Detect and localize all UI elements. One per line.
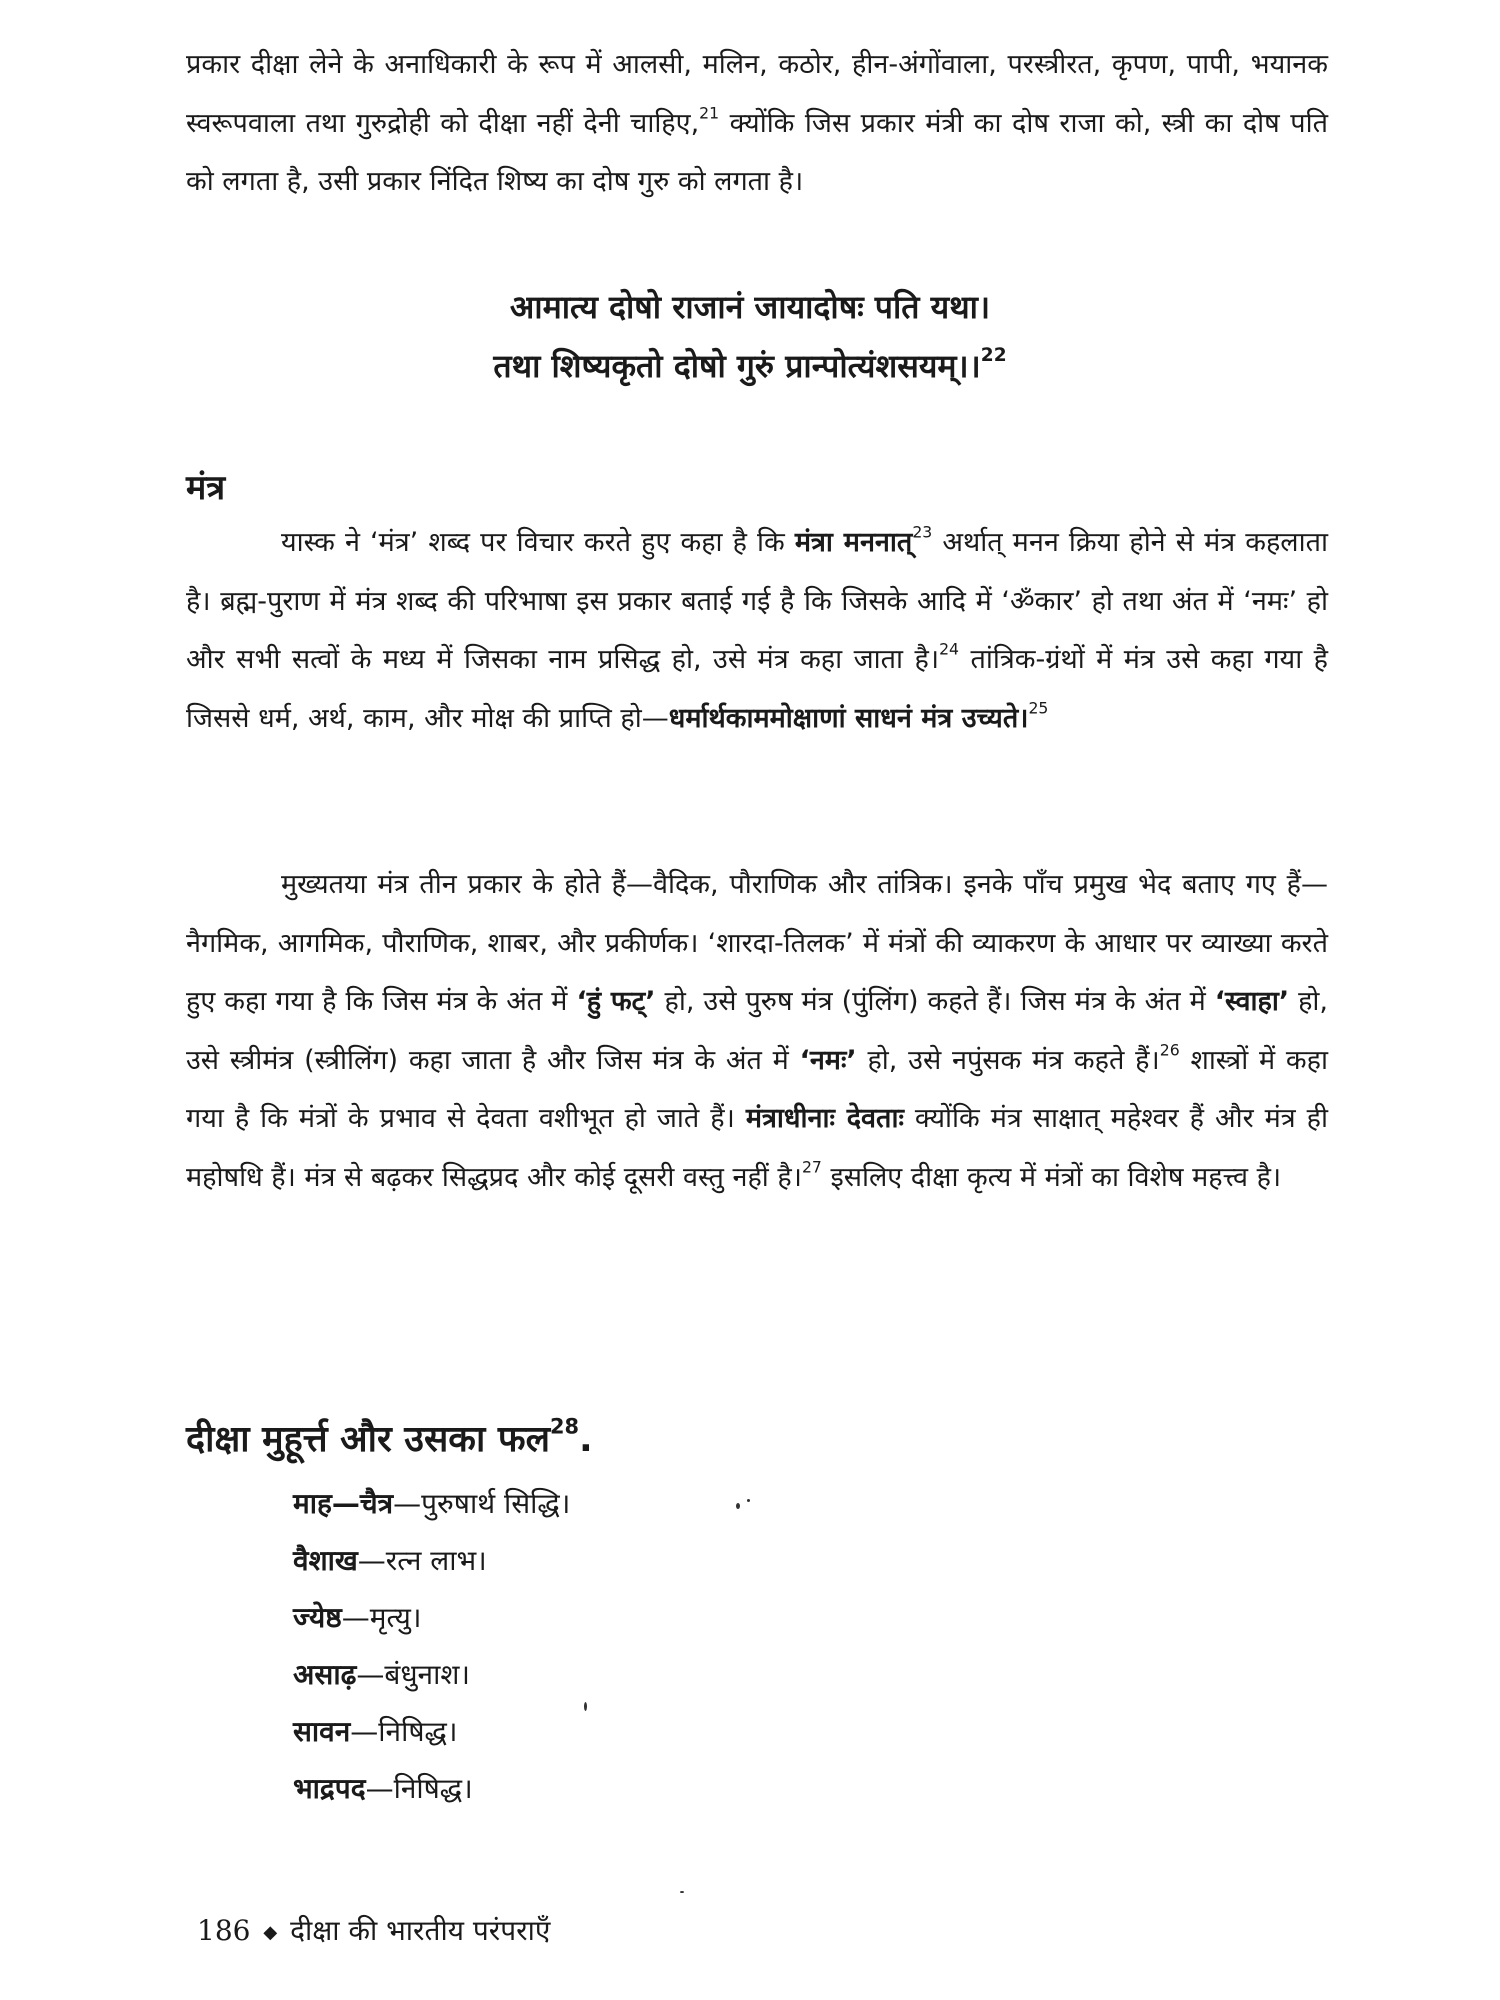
section-heading-muhurt xyxy=(186,1413,593,1462)
heading-punctuation: . xyxy=(579,1419,593,1460)
paragraph-mantra-types xyxy=(186,856,1328,1207)
footnote-ref: 27 xyxy=(801,1157,822,1177)
paragraph-text: क्योंकि जिस प्रकार मंत्री का दोष राजा को, स्त्री का दोष पति को लगता है, उसी प्रकार निंदित शिष्य का दोष गुरु को लगता है। xyxy=(186,107,1328,197)
paragraph-text: हो, उसे नपुंसक मंत्र कहते हैं। xyxy=(856,1044,1160,1076)
paragraph-text: तांत्रिक-ग्रंथों में मंत्र उसे कहा गया है जिससे धर्म, अर्थ, काम, और मोक्ष की प्राप्ति हो— xyxy=(186,644,1329,734)
section-heading-mantra: मंत्र xyxy=(186,468,226,508)
list-item xyxy=(293,1532,570,1589)
list-item xyxy=(293,1703,570,1760)
scan-speck xyxy=(584,1702,587,1711)
book-title: दीक्षा की भारतीय परंपराएँ xyxy=(290,1914,551,1947)
month-name: सावन xyxy=(293,1715,351,1748)
list-item xyxy=(293,1475,570,1532)
month-result: —निषिद्ध। xyxy=(365,1772,473,1805)
scan-speck xyxy=(680,1891,684,1893)
footnote-ref: 22 xyxy=(980,345,1007,367)
month-result-list xyxy=(293,1475,570,1817)
bold-term: ‘स्वाहा’ xyxy=(1214,986,1290,1017)
month-result: —बंधुनाश। xyxy=(356,1658,470,1691)
list-item xyxy=(293,1646,570,1703)
paragraph-text: हो, उसे स्त्रीमंत्र (स्त्रीलिंग) कहा जाता है और जिस मंत्र के अंत में xyxy=(186,986,1329,1076)
month-result: —मृत्यु। xyxy=(341,1601,422,1634)
paragraph-intro xyxy=(186,36,1328,212)
verse-line-1: आमात्य दोषो राजानं जायादोषः पति यथा। xyxy=(509,288,991,326)
paragraph-text: शास्त्रों में कहा गया है कि मंत्रों के प्रभाव से देवता वशीभूत हो जाते हैं। xyxy=(186,1044,1328,1134)
bold-term: धर्मार्थकाममोक्षाणां साधनं मंत्र उच्यते। xyxy=(668,702,1029,734)
paragraph-text: यास्क ने ‘मंत्र’ शब्द पर विचार करते हुए कहा है कि xyxy=(281,527,795,558)
diamond-icon: ◆ xyxy=(263,1922,278,1943)
month-name: भाद्रपद xyxy=(293,1772,366,1805)
paragraph-text: इसलिए दीक्षा कृत्य में मंत्रों का विशेष महत्त्व है। xyxy=(821,1161,1282,1193)
list-prefix: माह— xyxy=(293,1487,360,1520)
bold-term: मंत्राधीनाः देवताः xyxy=(745,1103,904,1134)
paragraph-text: प्रकार दीक्षा लेने के अनाधिकारी के रूप में आलसी, मलिन, कठोर, हीन-अंगोंवाला, परस्त्रीरत, कृपण, पापी, भयानक स्वरूपवाला तथा गुरुद्रोही को दीक्षा नहीं देनी चाहिए, xyxy=(186,49,1329,139)
footnote-ref: 24 xyxy=(939,639,959,659)
month-name: चैत्र xyxy=(359,1487,394,1520)
paragraph-mantra-definition xyxy=(186,514,1328,748)
verse-line-2 xyxy=(0,337,1500,395)
month-name: ज्येष्ठ xyxy=(293,1601,342,1634)
footnote-ref: 25 xyxy=(1028,698,1049,718)
list-item xyxy=(293,1589,570,1646)
footnote-ref: 21 xyxy=(699,103,720,123)
scan-speck xyxy=(747,1499,750,1502)
bold-term: मंत्रा मननात् xyxy=(794,527,913,558)
list-item xyxy=(293,1760,570,1817)
paragraph-text: हो, उसे पुरुष मंत्र (पुंलिंग) कहते हैं। जिस मंत्र के अंत में xyxy=(655,986,1215,1017)
paragraph-text: अर्थात् मनन क्रिया होने से मंत्र कहलाता है। ब्रह्म-पुराण में मंत्र शब्द की परिभाषा इस प्रकार बताई गई है कि जिसके आदि में ‘ॐकार’ हो तथा अंत में ‘नमः’ हो और सभी सत्वों के मध्य में जिसका नाम प्रसिद्ध हो, उसे मंत्र कहा जाता है। xyxy=(186,527,1328,675)
bold-term: ‘हुं फट्’ xyxy=(576,986,656,1017)
footnote-ref: 26 xyxy=(1159,1040,1180,1060)
bold-term: ‘नमः’ xyxy=(799,1044,857,1076)
month-result: —निषिद्ध। xyxy=(350,1715,458,1748)
month-name: वैशाख xyxy=(293,1544,358,1577)
heading-text: दीक्षा मुहूर्त्त और उसका फल xyxy=(186,1419,550,1460)
footnote-ref: 23 xyxy=(912,522,933,542)
page-number: 186 xyxy=(197,1914,251,1947)
verse-text: तथा शिष्यकृतो दोषो गुरुं प्रान्पोत्यंशसयम्।। xyxy=(493,347,981,385)
month-name: असाढ़ xyxy=(293,1658,357,1691)
page-footer xyxy=(197,1911,550,1949)
month-result: —रत्न लाभ। xyxy=(357,1544,487,1577)
month-result: —पुरुषार्थ सिद्धि। xyxy=(393,1487,571,1520)
footnote-ref: 28 xyxy=(549,1414,580,1439)
paragraph-text: क्योंकि मंत्र साक्षात् महेश्वर हैं और मंत्र ही महोषधि हैं। मंत्र से बढ़कर सिद्धप्रद और कोई दूसरी वस्तु नहीं है। xyxy=(186,1103,1328,1193)
paragraph-text: मुख्यतया मंत्र तीन प्रकार के होते हैं—वैदिक, पौराणिक और तांत्रिक। इनके पाँच प्रमुख भेद बताए गए हैं—नैगमिक, आगमिक, पौराणिक, शाबर, और प्रकीर्णक। ‘शारदा-तिलक’ में मंत्रों की व्याकरण के आधार पर व्याख्या करते हुए कहा गया है कि जिस मंत्र के अंत में xyxy=(186,869,1328,1017)
scan-speck xyxy=(736,1503,740,1509)
